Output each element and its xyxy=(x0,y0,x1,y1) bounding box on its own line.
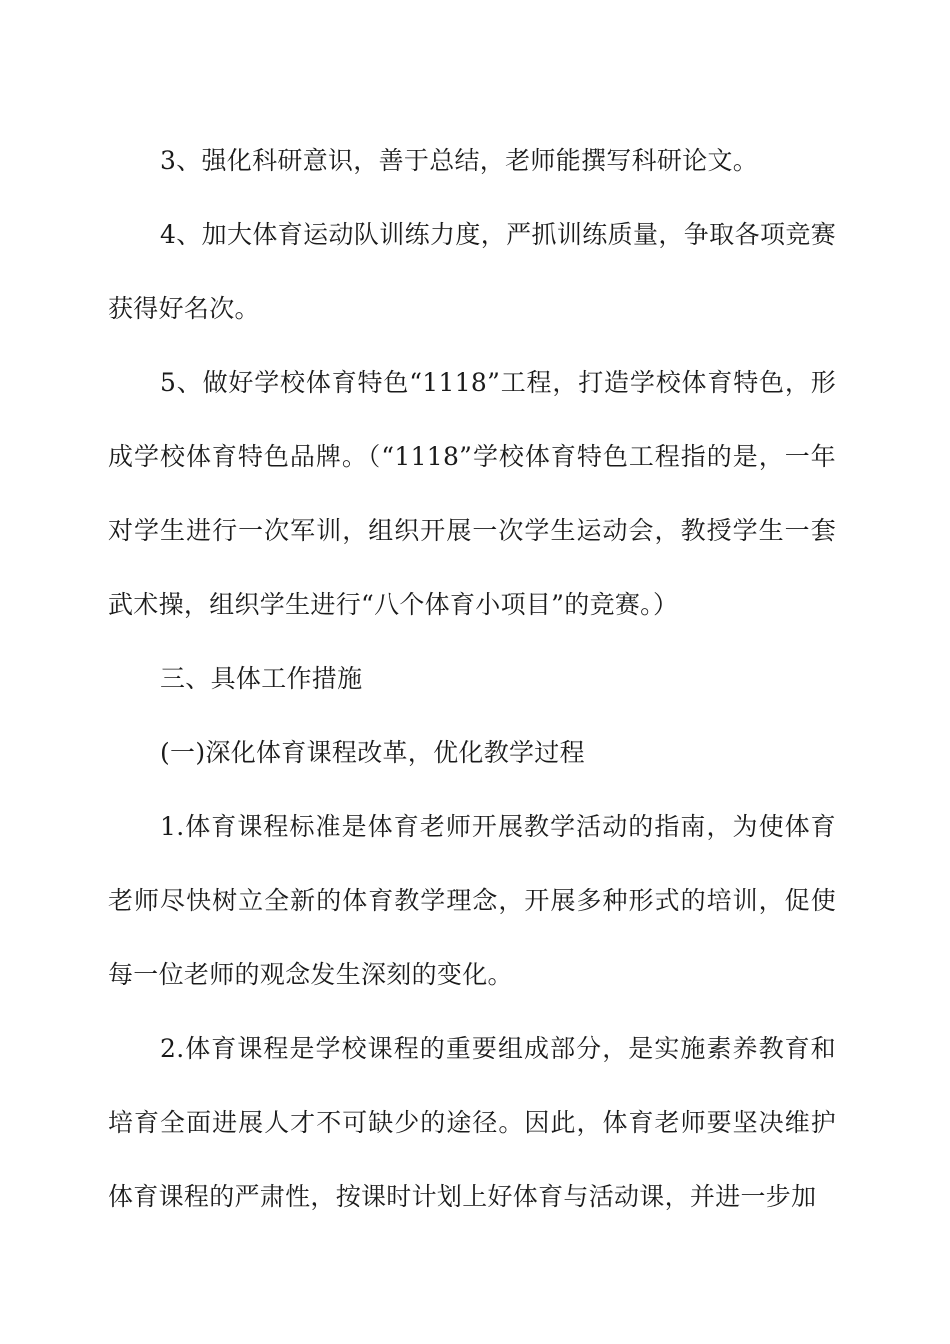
document-body xyxy=(108,124,836,1234)
paragraph-measure-1: 1.体育课程标准是体育老师开展教学活动的指南，为使体育老师尽快树立全新的体育教学理念，开展多种形式的培训，促使每一位老师的观念发生深刻的变化。 xyxy=(108,812,836,989)
paragraph-measure-2: 2.体育课程是学校课程的重要组成部分，是实施素养教育和培育全面进展人才不可缺少的途径。因此，体育老师要坚决维护体育课程的严肃性，按课时计划上好体育与活动课，并进一步加 xyxy=(108,1034,836,1211)
paragraph-goal-3: 3、强化科研意识，善于总结，老师能撰写科研论文。 xyxy=(160,146,759,175)
subsection-heading-1: (一)深化体育课程改革，优化教学过程 xyxy=(160,738,585,767)
paragraph-goal-4: 4、加大体育运动队训练力度，严抓训练质量，争取各项竞赛获得好名次。 xyxy=(108,220,836,323)
section-heading-measures: 三、具体工作措施 xyxy=(160,664,363,693)
paragraph-goal-5: 5、做好学校体育特色“1118”工程，打造学校体育特色，形成学校体育特色品牌。（“1118”学校体育特色工程指的是，一年对学生进行一次军训，组织开展一次学生运动会，教授学生一套武术操，组织学生进行“八个体育小项目”的竞赛。） xyxy=(108,368,836,619)
